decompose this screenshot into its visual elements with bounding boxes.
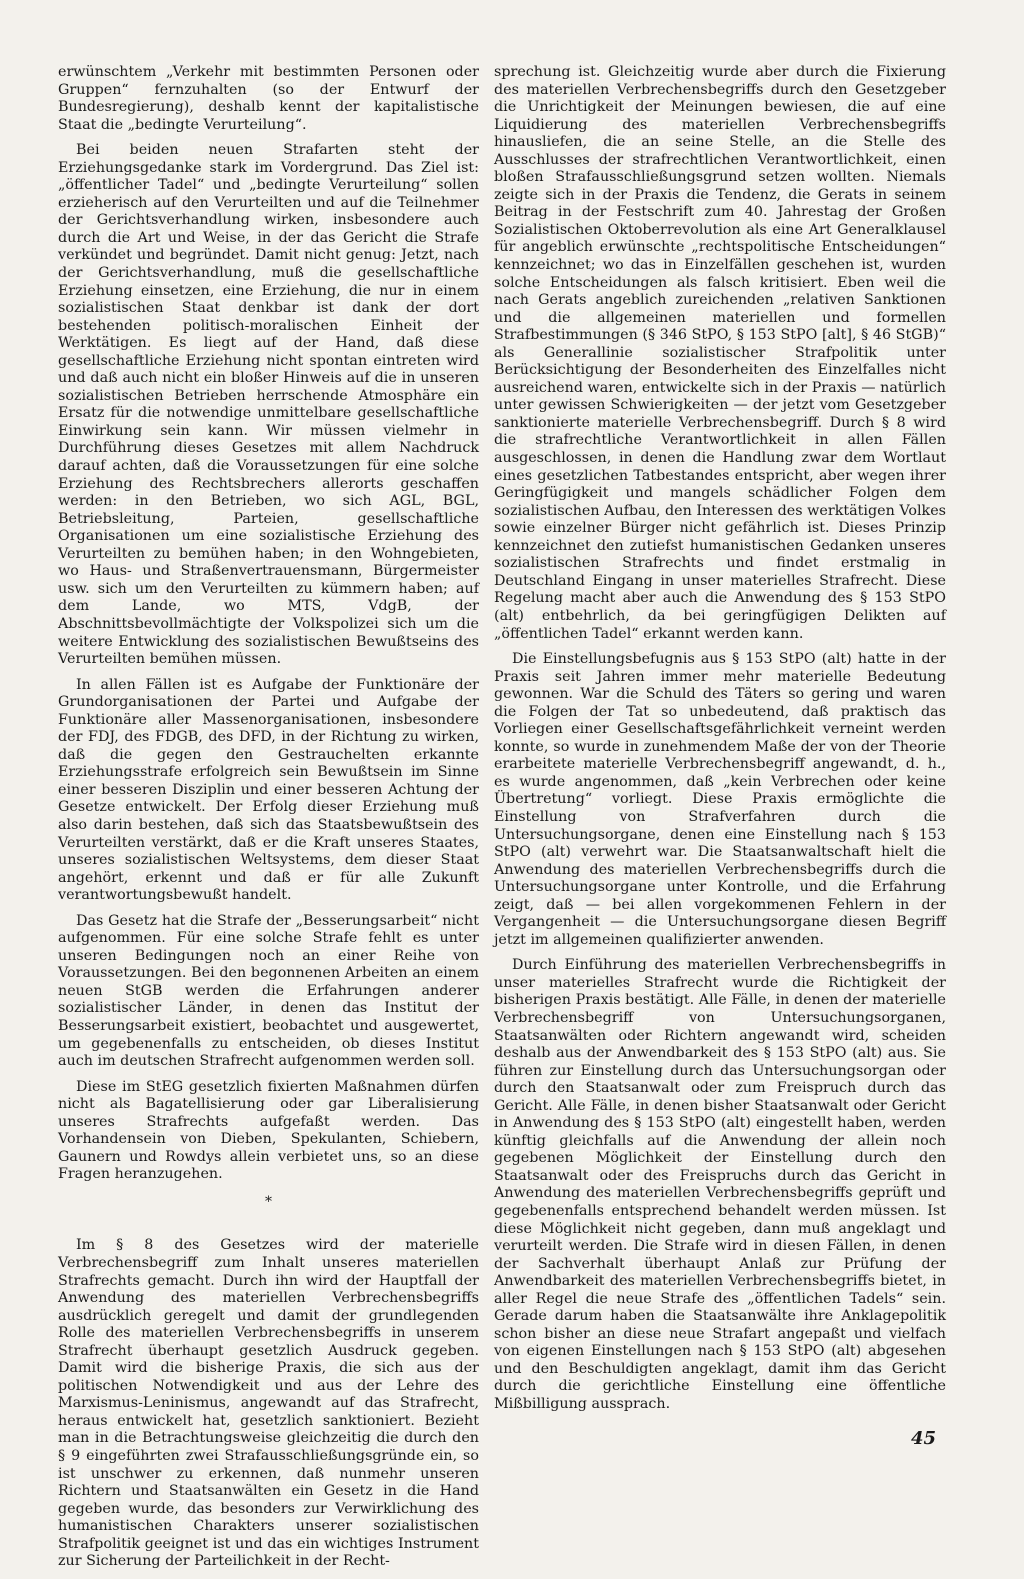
right-paragraph-1: sprechung ist. Gleichzeitig wurde aber durch die Fixierung des materiellen Verbrechensbegriffs durch den Gesetzgeber die Unrichtigkeit der Meinungen bewiesen, die auf eine Liquidierung des materiellen Verbrechensbegriffs hinausliefen, die an seine Stelle, an die Stelle des Ausschlusses der strafrechtlichen Verantwortlichkeit, einen bloßen Strafausschließungsgrund setzen wollten. Niemals zeigte sich in der Praxis die Tendenz, die Gerats in seinem Beitrag in der Festschrift zum 40. Jahrestag der Großen Sozialistischen Oktoberrevolution als eine Art Generalklausel für angeblich erwünschte „rechtspolitische Entscheidungen“ kennzeichnet; wo das in Einzelfällen geschehen ist, wurden solche Entscheidungen als falsch kritisiert. Eben weil die nach Gerats angeblich zureichenden „relativen Sanktionen und die allgemeinen materiellen und formellen Strafbestimmungen (§ 346 StPO, § 153 StPO [alt], § 46 StGB)“ als Generallinie sozialistischer Strafpolitik unter Berücksichtigung der Besonderheiten des Einzelfalles nicht ausreichend waren, entwickelte sich in der Praxis — natürlich unter gewissen Schwierigkeiten — der jetzt vom Gesetzgeber sanktionierte materielle Verbrechensbegriff. Durch § 8 wird die strafrechtliche Verantwortlichkeit in allen Fällen ausgeschlossen, in denen die Handlung zwar dem Wortlaut eines gesetzlichen Tatbestandes entspricht, aber wegen ihrer Geringfügigkeit und mangels schädlicher Folgen dem sozialistischen Aufbau, den Interessen des werktätigen Volkes sowie einzelner Bürger nicht gefährlich ist. Dieses Prinzip kennzeichnet den zutiefst humanistischen Gedanken unseres sozialistischen Strafrechts und findet erstmalig in Deutschland Eingang in unser materielles Strafrecht. Diese Regelung macht aber auch die Anwendung des § 153 StPO (alt) entbehrlich, da bei geringfügigen Delikten auf „öffentlichen Tadel“ erkannt werden kann. [494,64,946,642]
left-paragraph-2: Bei beiden neuen Strafarten steht der Erziehungsgedanke stark im Vordergrund. Das Ziel ist: „öffentlicher Tadel“ und „bedingte Verurteilung“ sollen erzieherisch auf den Verurteilten und auf die Teilnehmer der Gerichtsverhandlung wirken, insbesondere auch durch die Art und Weise, in der das Gericht die Strafe verkündet und begründet. Damit nicht genug: Jetzt, nach der Gerichtsverhandlung, muß die gesellschaftliche Erziehung einsetzen, eine Erziehung, die nur in einem sozialistischen Staat denkbar ist dank der dort bestehenden politisch-moralischen Einheit der Werktätigen. Es liegt auf der Hand, daß diese gesellschaftliche Erziehung nicht spontan eintreten wird und daß auch nicht ein bloßer Hinweis auf die in unseren sozialistischen Betrieben herrschende Atmosphäre ein Ersatz für die notwendige unmittelbare gesellschaftliche Einwirkung sein kann. Wir müssen vielmehr in Durchführung dieses Gesetzes mit allem Nachdruck darauf achten, daß die Voraussetzungen für eine solche Erziehung des Rechtsbrechers allerorts geschaffen werden: in den Betrieben, wo sich AGL, BGL, Betriebsleitung, Parteien, gesellschaftliche Organisationen um eine sozialistische Erziehung des Verurteilten zu bemühen haben; in den Wohngebieten, wo Haus- und Straßenvertrauensmann, Bürgermeister usw. sich um den Verurteilten zu kümmern haben; auf dem Lande, wo MTS, VdgB, der Abschnittsbevollmächtigte der Volkspolizei sich um die weitere Entwicklung des sozialistischen Bewußtseins des Verurteilten bemühen müssen. [58,142,479,668]
right-column [494,64,946,1422]
left-paragraph-4: Das Gesetz hat die Strafe der „Besserungsarbeit“ nicht aufgenommen. Für eine solche Strafe fehlt es unter unseren Bedingungen noch an einer Reihe von Voraussetzungen. Bei den begonnenen Arbeiten an einem neuen StGB werden die Erfahrungen anderer sozialistischer Länder, in denen das Institut der Besserungsarbeit existiert, beobachtet und ausgewertet, um gegebenenfalls zu entscheiden, ob dieses Institut auch im deutschen Strafrecht aufgenommen werden soll. [58,912,479,1070]
left-column [58,64,479,1579]
right-paragraph-3: Durch Einführung des materiellen Verbrechensbegriffs in unser materielles Strafrecht wurde die Richtigkeit der bisherigen Praxis bestätigt. Alle Fälle, in denen der materielle Verbrechensbegriff von Untersuchungsorganen, Staatsanwälten oder Richtern angewandt wird, scheiden deshalb aus der Anwendbarkeit des § 153 StPO (alt) aus. Sie führen zur Einstellung durch das Untersuchungsorgan oder durch den Staatsanwalt oder zum Freispruch durch das Gericht. Alle Fälle, in denen bisher Staatsanwalt oder Gericht in Anwendung des § 153 StPO (alt) eingestellt haben, werden künftig gleichfalls auf die Anwendung der allein noch gegebenen Möglichkeit der Einstellung durch den Staatsanwalt oder des Freispruchs durch das Gericht in Anwendung des materiellen Verbrechensbegriffs geprüft und gegebenenfalls entsprechend behandelt werden müssen. Ist diese Möglichkeit nicht gegeben, dann muß angeklagt und verurteilt werden. Die Strafe wird in diesen Fällen, in denen der Sachverhalt überhaupt Anlaß zur Prüfung der Anwendbarkeit des materiellen Verbrechensbegriffs bietet, in aller Regel die neue Strafe des „öffentlichen Tadels“ sein. Gerade darum haben die Staatsanwälte ihre Anklagepolitik schon bisher an diese neue Strafart angepaßt und vielfach von eigenen Einstellungen nach § 153 StPO (alt) abgesehen und den Beschuldigten angeklagt, damit ihm das Gericht durch die gerichtliche Einstellung eine öffentliche Mißbilligung aussprach. [494,957,946,1413]
left-paragraph-5: Diese im StEG gesetzlich fixierten Maßnahmen dürfen nicht als Bagatellisierung oder gar Liberalisierung unseres Strafrechts aufgefaßt werden. Das Vorhandensein von Dieben, Spekulanten, Schiebern, Gaunern und Rowdys allein verbietet uns, so an diese Fragen heranzugehen. [58,1078,479,1183]
left-paragraph-3: In allen Fällen ist es Aufgabe der Funktionäre der Grundorganisationen der Partei und Aufgabe der Funktionäre aller Massenorganisationen, insbesondere der FDJ, des FDGB, des DFD, in der Richtung zu wirken, daß die gegen den Gestrauchelten erkannte Erziehungsstrafe erfolgreich sein Bewußtsein im Sinne einer besseren Disziplin und einer besseren Achtung der Gesetze entwickelt. Der Erfolg dieser Erziehung muß also darin bestehen, daß sich das Staatsbewußtsein des Verurteilten verstärkt, daß er die Kraft unseres Staates, unseres sozialistischen Weltsystems, dem dieser Staat angehört, erkennt und daß er für alle Zukunft verantwortungsbewußt handelt. [58,676,479,904]
left-paragraph-1: erwünschtem „Verkehr mit bestimmten Personen oder Gruppen“ fernzuhalten (so der Entwurf der Bundesregierung), deshalb kennt der kapitalistische Staat die „bedingte Verurteilung“. [58,64,479,133]
page-number: 45 [911,1428,937,1449]
right-paragraph-2: Die Einstellungsbefugnis aus § 153 StPO (alt) hatte in der Praxis seit Jahren immer mehr materielle Bedeutung gewonnen. War die Schuld des Täters so gering und waren die Folgen der Tat so unbedeutend, daß praktisch das Vorliegen einer Gesellschaftsgefährlichkeit verneint werden konnte, so wurde in zunehmendem Maße der von der Theorie erarbeitete materielle Verbrechensbegriff angewandt, d. h., es wurde angenommen, daß „kein Verbrechen oder keine Übertretung“ vorliegt. Diese Praxis ermöglichte die Einstellung von Strafverfahren durch die Untersuchungsorgane, denen eine Einstellung nach § 153 StPO (alt) verwehrt war. Die Staatsanwaltschaft hielt die Anwendung des materiellen Verbrechensbegriffs durch die Untersuchungsorgane unter Kontrolle, und die Erfahrung zeigt, daß — bei allen vorgekommenen Fehlern in der Vergangenheit — die Untersuchungsorgane diesen Begriff jetzt im allgemeinen qualifizierter anwenden. [494,651,946,948]
left-paragraph-6: Im § 8 des Gesetzes wird der materielle Verbrechensbegriff zum Inhalt unseres materiellen Strafrechts gemacht. Durch ihn wird der Hauptfall der Anwendung des materiellen Verbrechensbegriffs ausdrücklich geregelt und damit der grundlegenden Rolle des materiellen Verbrechensbegriffs in unserem Strafrecht überhaupt gesetzlich Ausdruck gegeben. Damit wird die bisherige Praxis, die sich aus der politischen Notwendigkeit und aus der Lehre des Marxismus-Leninismus, angewandt auf das Strafrecht, heraus entwickelt hat, gesetzlich sanktioniert. Bezieht man in die Betrachtungsweise gleichzeitig die durch den § 9 eingeführten zwei Strafausschließungsgründe ein, so ist unschwer zu erkennen, daß nunmehr unseren Richtern und Staatsanwälten ein Gesetz in die Hand gegeben wurde, das besonders zur Verwirklichung des humanistischen Charakters unserer sozialistischen Strafpolitik geeignet ist und das ein wichtiges Instrument zur Sicherung der Parteilichkeit in der Recht- [58,1237,479,1570]
section-separator: * [265,1193,272,1210]
